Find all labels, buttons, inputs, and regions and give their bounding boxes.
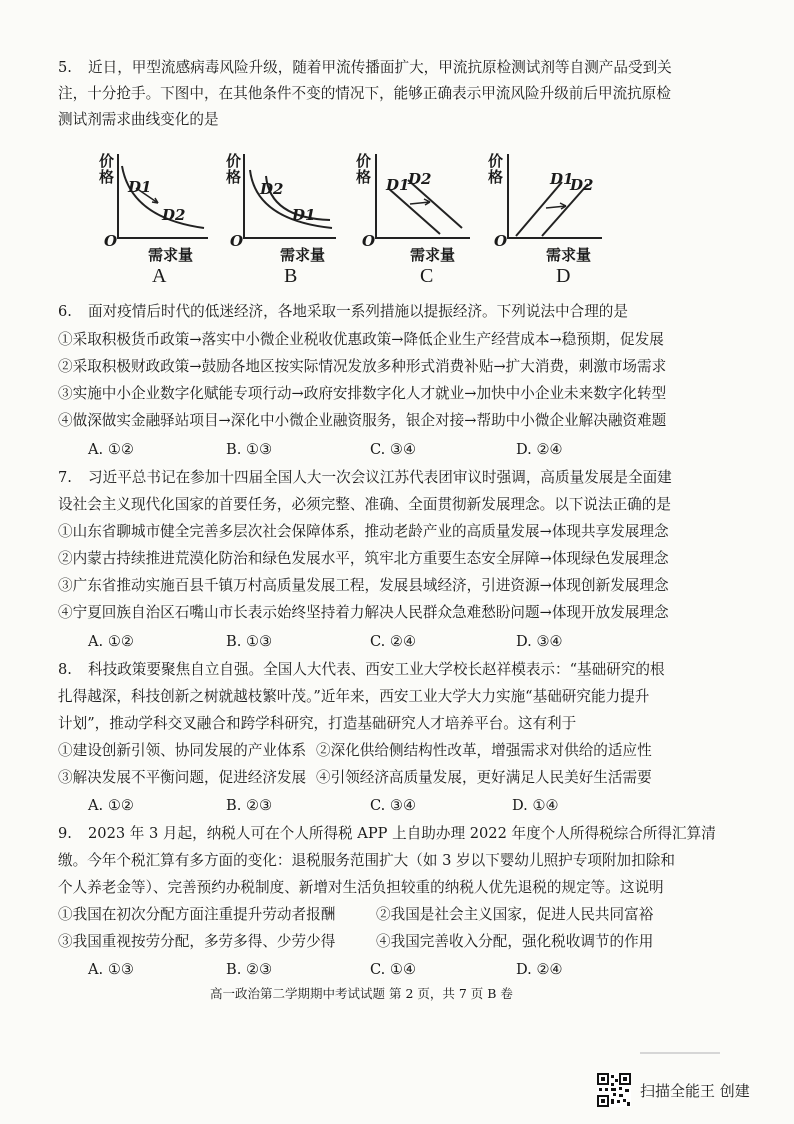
- q9-option-b: B. ②③: [226, 961, 273, 978]
- q9-item-4: ④我国完善收入分配，强化税收调节的作用: [376, 933, 654, 950]
- origin-label: O: [494, 232, 508, 250]
- q8-item-row-2: [58, 768, 738, 788]
- q8-option-b: B. ②③: [226, 797, 273, 814]
- q8-line-3: 计划”，推动学科交叉融合和跨学科研究，打造基础研究人才培养平台。这有利于: [58, 715, 577, 732]
- q6-option-c: C. ③④: [370, 441, 417, 458]
- q9-option-a: A. ①③: [88, 961, 134, 978]
- q7-line-2: 设社会主义现代化国家的首要任务，必须完整、准确、全面贯彻新发展理念。以下说法正确的是: [58, 496, 671, 513]
- q8-item-2: ②深化供给侧结构性改革，增强需求对供给的适应性: [316, 742, 652, 759]
- curve-label-1: D1: [128, 178, 152, 196]
- q6-option-a: A. ①②: [88, 441, 134, 458]
- q6-item-3: ③实施中小企业数字化赋能专项行动→政府安排数字化人才就业→加快中小企业未来数字化转型: [58, 385, 667, 402]
- q8-item-1: ①建设创新引领、协同发展的产业体系: [58, 742, 307, 759]
- curve-label-2: D2: [570, 176, 594, 194]
- q6-stem: 6. 面对疫情后时代的低迷经济，各地采取一系列措施以提振经济。下列说法中合理的是: [58, 303, 628, 320]
- curve-label-2: D1: [292, 206, 316, 224]
- option-b-label: B: [284, 265, 298, 287]
- q9-item-1: ①我国在初次分配方面注重提升劳动者报酬: [58, 906, 336, 923]
- q9-item-row-2: [58, 932, 738, 952]
- x-axis-label: 需求量: [280, 246, 326, 264]
- q9-line-1: 9. 2023 年 3 月起，纳税人可在个人所得税 APP 上自助办理 2022 年度个人所得税综合所得汇算清: [58, 825, 716, 842]
- q6-item-4: ④做深做实金融驿站项目→深化中小微企业融资服务，银企对接→帮助中小微企业解决融资难题: [58, 412, 667, 429]
- q5-line-3: 测试剂需求曲线变化的是: [58, 111, 219, 128]
- q5-line-2: 注，十分抢手。下图中，在其他条件不变的情况下，能够正确表示甲流风险升级前后甲流抗原检: [58, 85, 671, 102]
- x-axis-label: 需求量: [546, 246, 592, 264]
- q6-option-b: B. ①③: [226, 441, 273, 458]
- option-d-label: D: [556, 265, 571, 287]
- q7-option-d: D. ③④: [516, 633, 563, 650]
- q8-item-3: ③解决发展不平衡问题，促进经济发展: [58, 769, 307, 786]
- q9-line-2: 缴。今年个税汇算有多方面的变化：退税服务范围扩大（如 3 岁以下婴幼儿照护专项附加扣除和: [58, 852, 675, 869]
- q8-item-4: ④引领经济高质量发展，更好满足人民美好生活需要: [316, 769, 652, 786]
- demand-graph-c: [358, 148, 478, 273]
- curve-label-2: D2: [162, 206, 186, 224]
- q9-item-2: ②我国是社会主义国家，促进人民共同富裕: [376, 906, 654, 923]
- q6-item-2: ②采取积极财政政策→鼓励各地区按实际情况发放多种形式消费补贴→扩大消费，刺激市场需求: [58, 358, 667, 375]
- q8-option-d: D. ①④: [512, 797, 559, 814]
- option-a-label: A: [152, 265, 167, 287]
- y-axis-label: 价格: [488, 152, 504, 186]
- q7-line-1: 7. 习近平总书记在参加十四届全国人大一次会议江苏代表团审议时强调，高质量发展是全面建: [58, 469, 672, 486]
- q7-option-b: B. ①③: [226, 633, 273, 650]
- qr-code-icon: [597, 1073, 631, 1107]
- q9-line-3: 个人养老金等）、完善预约办税制度、新增对生活负担较重的纳税人优先退税的规定等。这说明: [58, 879, 664, 896]
- q9-item-row-1: [58, 905, 738, 925]
- y-axis-label: 价格: [356, 152, 372, 186]
- curve-label-1: D2: [260, 180, 284, 198]
- q8-line-2: 扎得越深，科技创新之树就越枝繁叶茂。”近年来，西安工业大学大力实施“基础研究能力提升: [58, 688, 650, 705]
- q9-option-c: C. ①④: [370, 961, 417, 978]
- page-footer: 高一政治第二学期期中考试试题 第 2 页，共 7 页 B 卷: [210, 986, 513, 1001]
- demand-graph-d: [488, 148, 608, 273]
- q8-line-1: 8. 科技政策要聚焦自立自强。全国人大代表、西安工业大学校长赵祥模表示：“基础研究的根: [58, 661, 665, 678]
- option-c-label: C: [420, 265, 434, 287]
- q7-item-3: ③广东省推动实施百县千镇万村高质量发展工程，发展县域经济，引进资源→体现创新发展理念: [58, 577, 669, 594]
- q7-option-c: C. ②④: [370, 633, 417, 650]
- q8-option-a: A. ①②: [88, 797, 134, 814]
- q8-option-c: C. ③④: [370, 797, 417, 814]
- q9-item-3: ③我国重视按劳分配，多劳多得、少劳少得: [58, 933, 336, 950]
- curve-label-1: D1: [386, 176, 410, 194]
- y-axis-label: 价格: [99, 152, 115, 186]
- x-axis-label: 需求量: [148, 246, 194, 264]
- q7-option-a: A. ①②: [88, 633, 134, 650]
- scanner-watermark: 扫描全能王 创建: [640, 1082, 750, 1100]
- q7-item-4: ④宁夏回族自治区石嘴山市长表示始终坚持着力解决人民群众急难愁盼问题→体现开放发展理念: [58, 604, 669, 621]
- q9-option-d: D. ②④: [516, 961, 563, 978]
- y-axis-label: 价格: [226, 152, 242, 186]
- q7-item-1: ①山东省聊城市健全完善多层次社会保障体系，推动老龄产业的高质量发展→体现共享发展理念: [58, 523, 669, 540]
- curve-label-2: D2: [408, 170, 432, 188]
- curve-label-1: D1: [550, 170, 574, 188]
- divider: [640, 1052, 720, 1054]
- q6-item-1: ①采取积极货币政策→落实中小微企业税收优惠政策→降低企业生产经营成本→稳预期，促发展: [58, 331, 664, 348]
- q5-line-1: 5. 近日，甲型流感病毒风险升级，随着甲流传播面扩大，甲流抗原检测试剂等自测产品受到关: [58, 59, 672, 76]
- demand-graph-b: [226, 148, 346, 273]
- x-axis-label: 需求量: [410, 246, 456, 264]
- origin-label: O: [104, 232, 118, 250]
- q8-item-row-1: [58, 741, 738, 761]
- demand-graph-a: [96, 148, 216, 273]
- origin-label: O: [230, 232, 244, 250]
- q6-option-d: D. ②④: [516, 441, 563, 458]
- q7-item-2: ②内蒙古持续推进荒漠化防治和绿色发展水平，筑牢北方重要生态安全屏障→体现绿色发展理念: [58, 550, 669, 567]
- origin-label: O: [362, 232, 376, 250]
